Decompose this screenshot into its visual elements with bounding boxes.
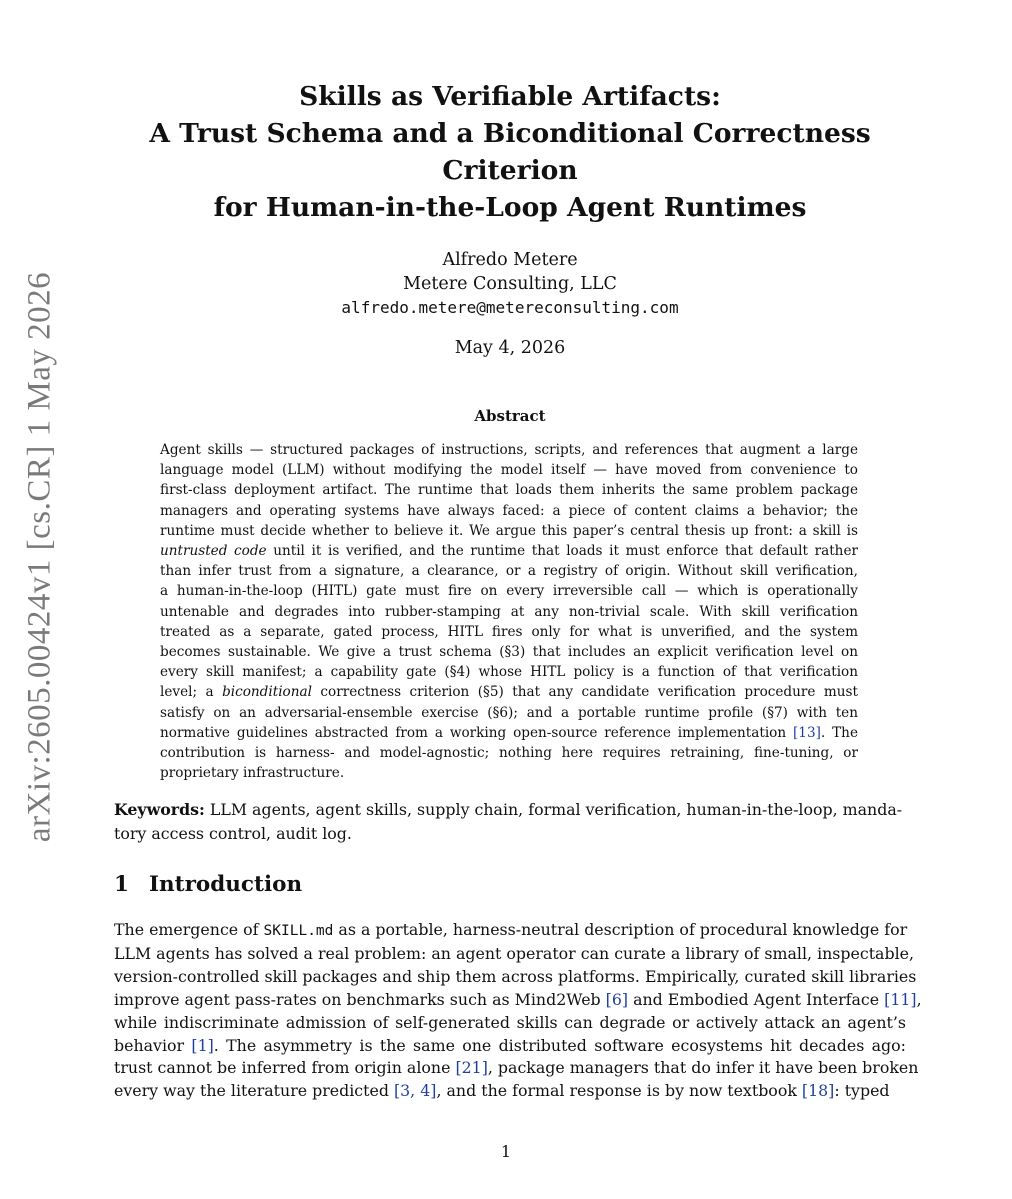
- text-line: [160, 763, 858, 783]
- citation-link[interactable]: [1]: [191, 1035, 214, 1055]
- emphasis-text: untrusted code: [160, 543, 267, 560]
- text-segment: LLM agents has solved a real problem: an agent operator can curate a library of small, inspectable,: [114, 943, 915, 963]
- text-line: [160, 662, 858, 682]
- text-segment: while indiscriminate admission of self-generated skills can degrade or actively attack an agent’s: [114, 1012, 906, 1032]
- title-line: for Human-in-the-Loop Agent Runtimes: [213, 192, 807, 223]
- text-segment: trust cannot be inferred from origin alone [21], package managers that do infer it have been broken: [114, 1058, 919, 1078]
- citation-link[interactable]: [11]: [884, 989, 917, 1009]
- text-segment: every way the literature predicted [3, 4], and the formal response is by now textbook [18]: typed: [114, 1081, 890, 1101]
- text-line: [114, 943, 915, 966]
- author-affiliation: Metere Consulting, LLC: [403, 274, 617, 294]
- text-line: [114, 1012, 906, 1035]
- text-segment: treated as a separate, gated process, HITL fires only for what is unverified, and the system: [160, 623, 858, 640]
- section-title: Introduction: [148, 872, 303, 897]
- title-line: Criterion: [442, 155, 578, 186]
- text-line: [160, 480, 858, 500]
- text-segment: than infer trust from a signature, a clearance, or a registry of origin. Without skill verification,: [160, 563, 858, 580]
- text-segment: The emergence of: [114, 920, 264, 939]
- text-segment: behavior [1]. The asymmetry is the same one distributed software ecosystems hit decades ago:: [114, 1035, 906, 1055]
- text-segment: managers and operating systems have always faced: a piece of content claims a behavior; the: [160, 502, 858, 519]
- text-segment: untenable and degrades into rubber-stamping at any non-trivial scale. With skill verification: [160, 603, 858, 620]
- text-line: [114, 1035, 906, 1058]
- keywords-label: Keywords:: [114, 800, 205, 819]
- text-line: [160, 602, 858, 622]
- text-segment: Agent skills — structured packages of instructions, scripts, and references that augment a large: [160, 442, 858, 458]
- arxiv-identifier: arXiv:2605.00424v1 [cs.CR] 1 May 2026: [21, 271, 58, 843]
- section-heading-introduction: [114, 872, 302, 897]
- text-line: [160, 581, 858, 601]
- text-line: [160, 723, 858, 743]
- text-line: [160, 521, 858, 541]
- paper-date: May 4, 2026: [454, 338, 566, 358]
- text-segment: a human-in-the-loop (HITL) gate must fire on every irreversible call — which is operationally: [160, 583, 858, 600]
- emphasis-text: biconditional: [222, 684, 312, 701]
- text-segment: proprietary infrastructure.: [160, 765, 345, 782]
- text-line: [114, 1057, 919, 1080]
- text-segment: version-controlled skill packages and ship them across platforms. Empirically, curated skill libraries: [114, 966, 917, 986]
- page-number: 1: [500, 1142, 512, 1161]
- introduction-body: [114, 919, 922, 1103]
- text-segment: as a portable, harness-neutral description of procedural knowledge for: [333, 920, 908, 939]
- text-line: [160, 561, 858, 581]
- text-segment: until it is verified, and the runtime that loads it must enforce that default rather: [266, 543, 858, 560]
- keywords: [114, 798, 906, 846]
- text-segment: language model (LLM) without modifying the model itself — have moved from convenience to: [160, 462, 858, 479]
- author-email: alfredo.metere@metereconsulting.com: [341, 298, 679, 317]
- text-line: [114, 919, 906, 943]
- text-segment: satisfy on an adversarial-ensemble exercise (§6); and a portable runtime profile (§7) with ten: [160, 704, 858, 721]
- text-line: [160, 460, 858, 480]
- paper-title: [140, 78, 880, 226]
- keywords-text: LLM agents, agent skills, supply chain, formal verification, human-in-the-loop, manda-tory access control, audit log.: [114, 800, 903, 843]
- text-segment: contribution is harness- and model-agnostic; nothing here requires retraining, fine-tuning, or: [160, 745, 858, 762]
- text-line: [160, 541, 858, 561]
- citation-link[interactable]: [21]: [455, 1058, 488, 1078]
- title-line: A Trust Schema and a Biconditional Correctness: [149, 118, 871, 149]
- citation-link[interactable]: [6]: [605, 989, 629, 1009]
- text-line: [114, 966, 917, 989]
- text-segment: improve agent pass-rates on benchmarks such as Mind2Web [6] and Embodied Agent Interface [11],: [114, 989, 922, 1009]
- title-line: Skills as Verifiable Artifacts:: [299, 81, 721, 112]
- text-segment: becomes sustainable. We give a trust schema (§3) that includes an explicit verification level on: [160, 644, 858, 661]
- emphasis-text: SKILL.md: [263, 923, 334, 939]
- text-segment: runtime must decide whether to believe it. We argue this paper’s central thesis up front: a skill is: [160, 522, 858, 539]
- text-segment: level; a: [160, 684, 223, 701]
- text-line: [160, 622, 858, 642]
- text-segment: every skill manifest; a capability gate (§4) whose HITL policy is a function of that verification: [160, 664, 858, 681]
- text-line: [114, 989, 922, 1012]
- citation-link[interactable]: [3, 4]: [393, 1081, 437, 1101]
- arxiv-sidebar-stamp: [12, 262, 68, 852]
- citation-link[interactable]: [18]: [801, 1081, 835, 1101]
- author-name: Alfredo Metere: [442, 250, 578, 270]
- text-segment: correctness criterion (§5) that any candidate verification procedure must: [311, 684, 858, 701]
- text-line: [114, 1080, 906, 1103]
- text-segment: normative guidelines abstracted from a working open-source reference implementation [13]. The: [160, 724, 858, 741]
- citation-link[interactable]: [13]: [793, 724, 821, 741]
- section-number: 1: [114, 872, 129, 897]
- text-line: [160, 642, 858, 662]
- text-line: [160, 743, 858, 763]
- text-line: [160, 501, 858, 521]
- text-line: [160, 440, 858, 460]
- text-line: [160, 682, 858, 702]
- abstract-body: [160, 440, 858, 783]
- text-line: [160, 703, 858, 723]
- text-segment: first-class deployment artifact. The runtime that loads them inherits the same problem package: [160, 482, 858, 499]
- abstract-heading: Abstract: [474, 407, 546, 425]
